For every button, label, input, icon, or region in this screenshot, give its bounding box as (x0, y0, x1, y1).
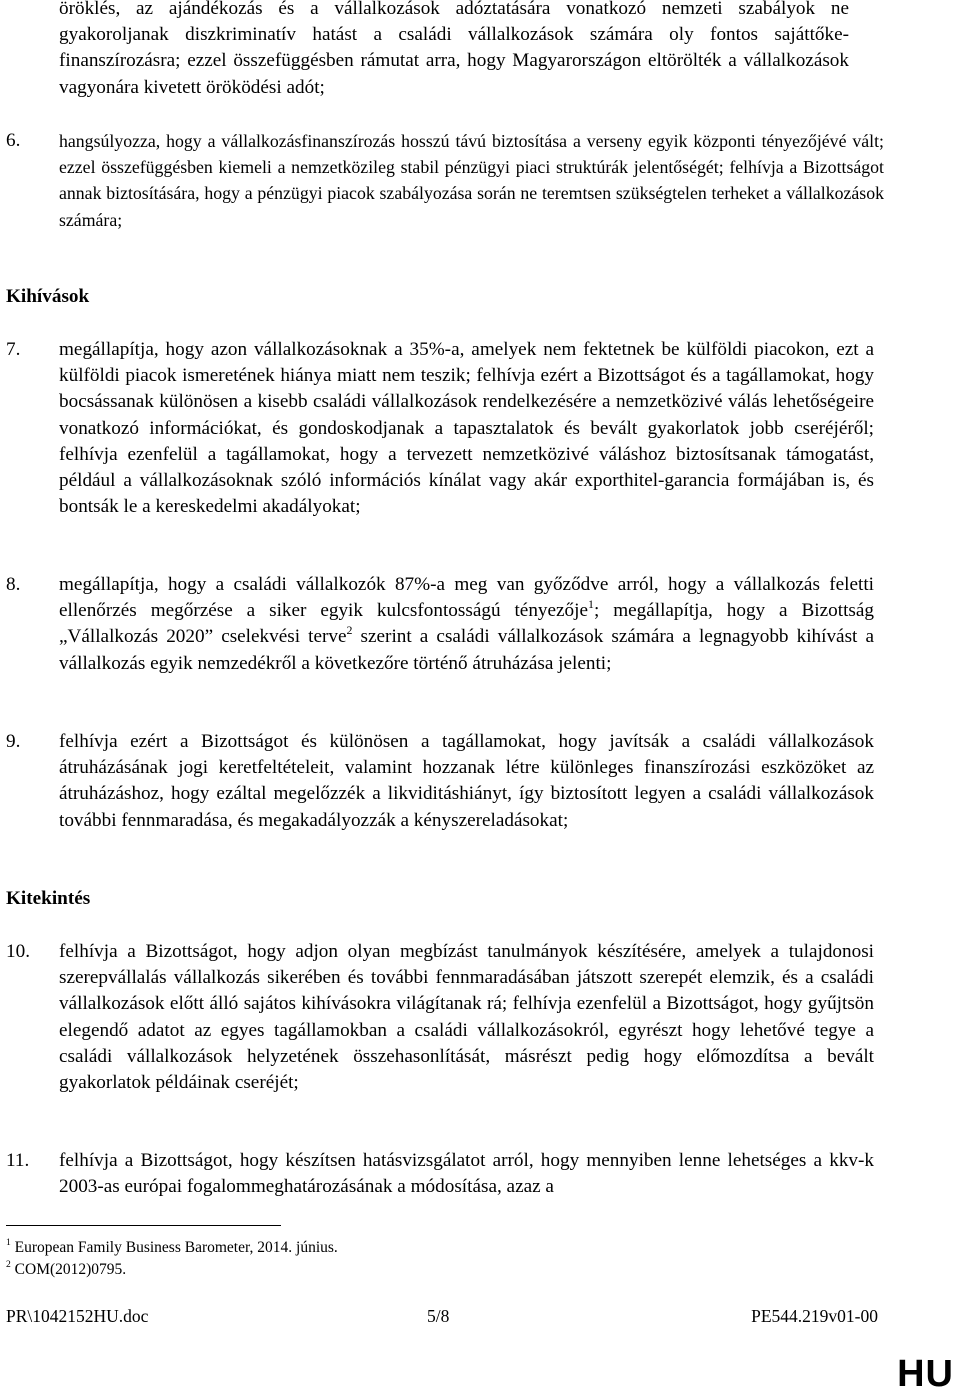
paragraph-6-text: hangsúlyozza, hogy a vállalkozásfinanszírozás hosszú távú biztosítása a verseny egyik központi tényezőjévé vált; ezzel összefüggésben kiemeli a nemzetközileg stabil pénzügyi piaci struktúrák jelentőségét; felhívja a Bizottságot annak biztosítására, hogy a pénzügyi piacok szabályozása során ne teremtsen szükségtelen terheket a vállalkozások számára; (59, 131, 884, 230)
paragraph-8-number: 8. (6, 574, 21, 595)
section-heading-challenges: Kihívások (6, 286, 90, 307)
paragraph-continued: öröklés, az ajándékozás és a vállalkozások adóztatására vonatkozó nemzeti szabályok ne gyakoroljanak diszkriminatív hatást a családi vállalkozások számára oly fontos sajáttőke-finanszírozásra; ezzel összefüggésben rámutat arra, hogy Magyarországon eltörölték a vállalkozások vagyonára kivetett öröködési adót; (59, 0, 849, 98)
language-code: HU (897, 1353, 954, 1395)
footnote-text: COM(2012)0795. (14, 1261, 127, 1278)
footnote-ref-2[interactable]: 2 (346, 622, 353, 637)
paragraph-6-number: 6. (6, 130, 21, 151)
paragraph-8-part-c: szerint a családi vállalkozások számára a legnagyobb kihívást a vállalkozás egyik nemzedékről a következőre történő átruházása jelenti; (59, 626, 874, 674)
paragraph-9-text: felhívja ezért a Bizottságot és különösen a tagállamokat, hogy javítsák a családi vállalkozások átruházásának jogi keretfeltételeit, valamint hozzanak létre különleges finanszírozási eszközöket az átruházáshoz, hogy ezáltal megelőzzék a likviditáshiányt, így biztosított legyen a családi vállalkozások további fennmaradása, és megakadályozzák a kényszereladásokat; (59, 731, 874, 831)
footer-pe-reference: PE544.219v01-00 (751, 1306, 878, 1326)
footnote-ref-1[interactable]: 1 (587, 596, 594, 611)
footnote-separator (6, 1225, 281, 1226)
footer-doc-reference: PR\1042152HU.doc (6, 1306, 149, 1326)
footnote-mark: 1 (6, 1236, 11, 1248)
paragraph-8-text (59, 572, 874, 677)
paragraph-7-number: 7. (6, 339, 21, 360)
paragraph-11-text: felhívja a Bizottságot, hogy készítsen hatásvizsgálatot arról, hogy mennyiben lenne lehetséges a kkv-k 2003-as európai fogalommeghatározásának a módosítása, azaz a (59, 1150, 874, 1198)
footer-page-number: 5/8 (427, 1306, 450, 1326)
paragraph-10-text: felhívja a Bizottságot, hogy adjon olyan megbízást tanulmányok készítésére, amelyek a tulajdonosi szerepvállalás vállalkozás sikerében és további fennmaradásában játszott szerepét elemzik, és a családi vállalkozások előtt álló sajátos kihívásokra világítanak rá; felhívja ezenfelül a Bizottságot, hogy gyűjtsön elegendő adatot az egyes tagállamokban a családi vállalkozásokról, egyrészt hogy lehetővé tegye a családi vállalkozások helyzetének összehasonlítását, másrészt pedig hogy előmozdítsa a bevált gyakorlatok példáinak cseréjét; (59, 941, 874, 1094)
paragraph-8-part-b: ; megállapítja, hogy a Bizottság „Vállalkozás 2020” cselekvési terve (59, 600, 874, 648)
paragraph-11-number: 11. (6, 1150, 30, 1171)
paragraph-9-number: 9. (6, 731, 21, 752)
footnote-text: European Family Business Barometer, 2014. június. (14, 1239, 338, 1256)
paragraph-8-part-a: megállapítja, hogy a családi vállalkozók 87%-a meg van győződve arról, hogy a vállalkozás feletti ellenőrzés megőrzése a siker egyik kulcsfontosságú tényezője (59, 574, 874, 622)
paragraph-7-text: megállapítja, hogy azon vállalkozásoknak a 35%-a, amelyek nem fektetnek be külföldi piacokon, ezt a külföldi piacok ismeretének hiánya miatt nem teszik; felhívja ezért a Bizottságot és a tagállamokat, hogy bocsássanak különösen a kisebb családi vállalkozások rendelkezésére a nemzetközivé válás lehetőségeire vonatkozó információkat, és gondoskodjanak a tapasztalatok és bevált gyakorlatok jobb cseréjéről; felhívja ezenfelül a tagállamokat, hogy a tervezett nemzetközivé váláshoz biztosítsanak támogatást, például a vállalkozásoknak szóló információs kínálat vagy akár exporthitel-garancia formájában is, és bontsák le a kereskedelmi akadályokat; (59, 339, 874, 518)
footnote-mark: 2 (6, 1258, 11, 1270)
footnote-1 (6, 1238, 338, 1257)
footnote-2 (6, 1260, 126, 1279)
paragraph-10-number: 10. (6, 941, 30, 962)
section-heading-outlook: Kitekintés (6, 888, 91, 909)
